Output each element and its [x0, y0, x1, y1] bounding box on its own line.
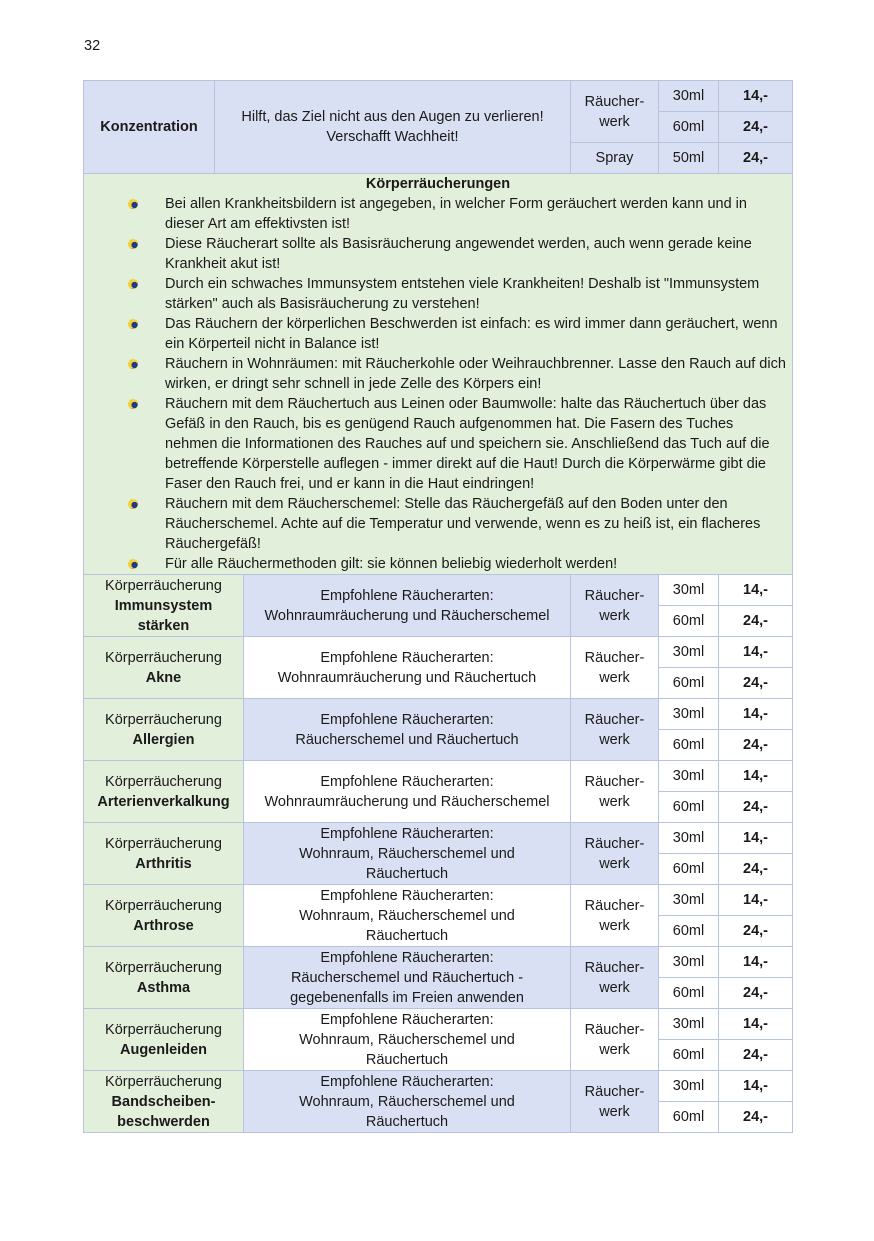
recommendation-text: Wohnraum, Räucherschemel und	[299, 1031, 515, 1048]
product-row	[84, 637, 793, 668]
recommendation-cell	[244, 885, 571, 947]
yin-yang-bullet-icon	[128, 399, 138, 409]
recommendation-text: Räuchertuch	[365, 1051, 449, 1068]
size-cell: 30ml	[659, 699, 719, 730]
type-line: Räucher-	[584, 1083, 645, 1100]
size-cell: 30ml	[659, 823, 719, 854]
price-cell: 24,-	[719, 854, 793, 885]
page-number: 32	[84, 38, 101, 54]
type-line: werk	[599, 607, 630, 624]
recommendation-label: Empfohlene Räucherarten:	[320, 649, 494, 666]
type-line: werk	[599, 793, 630, 810]
price-cell: 24,-	[719, 978, 793, 1009]
product-row	[84, 1071, 793, 1102]
recommendation-text: Räucherschemel und Räuchertuch -	[290, 969, 524, 986]
info-item	[88, 394, 788, 494]
recommendation-cell	[244, 823, 571, 885]
type-cell	[571, 575, 659, 637]
price-cell: 14,-	[719, 1071, 793, 1102]
product-name: stärken	[137, 617, 190, 634]
info-item-text: Räuchern mit dem Räuchertuch aus Leinen oder Baumwolle: halte das Räuchertuch über das Gefäß in den Rauch, bis es genügend Rauch aufgenommen hat. Die Fasern des Tuches nehmen die Informationen des Rauches auf und speichern sie. Anschließend das Tuch auf die betreffende Körperstelle auflegen - immer direkt auf die Haut! Durch die Körperwärme gibt die Faser den Rauch frei, und er kann in die Haut eindringen!	[165, 396, 770, 492]
recommendation-text: gegebenenfalls im Freien anwenden	[290, 989, 524, 1006]
product-prefix: Körperräucherung	[105, 711, 222, 728]
size-cell: 60ml	[659, 792, 719, 823]
product-name: Immunsystem	[114, 597, 213, 614]
type-line: Räucher-	[584, 93, 645, 110]
product-row	[84, 1009, 793, 1040]
type-line: werk	[599, 1041, 630, 1058]
info-item-text: Für alle Räuchermethoden gilt: sie können beliebig wiederholt werden!	[165, 556, 618, 572]
info-item-text: Durch ein schwaches Immunsystem entstehen viele Krankheiten! Deshalb ist "Immunsystem stärken" auch als Basisräucherung zu verstehen!	[165, 276, 760, 312]
product-name-cell	[84, 575, 244, 637]
yin-yang-bullet-icon	[128, 499, 138, 509]
info-section	[84, 174, 793, 575]
recommendation-text: Wohnraum, Räucherschemel und	[299, 1093, 515, 1110]
size-cell: 30ml	[659, 947, 719, 978]
product-row	[84, 575, 793, 606]
size-cell: 60ml	[659, 112, 719, 143]
product-name: beschwerden	[117, 1113, 210, 1130]
recommendation-text: Wohnraum, Räucherschemel und	[299, 907, 515, 924]
yin-yang-bullet-icon	[128, 279, 138, 289]
product-name-cell	[84, 885, 244, 947]
size-cell: 30ml	[659, 885, 719, 916]
price-cell: 24,-	[719, 1102, 793, 1133]
price-cell: 24,-	[719, 730, 793, 761]
konzentration-name: Konzentration	[84, 81, 215, 174]
type-cell	[571, 823, 659, 885]
price-cell: 14,-	[719, 575, 793, 606]
recommendation-text: Wohnraumräucherung und Räucherschemel	[264, 793, 550, 810]
recommendation-label: Empfohlene Räucherarten:	[320, 711, 494, 728]
type-cell	[571, 637, 659, 699]
yin-yang-bullet-icon	[128, 359, 138, 369]
product-name: Arterienverkalkung	[97, 793, 230, 810]
product-name-cell	[84, 1009, 244, 1071]
recommendation-text: Wohnraumräucherung und Räuchertuch	[277, 669, 537, 686]
price-cell: 14,-	[719, 699, 793, 730]
product-name-cell	[84, 699, 244, 761]
recommendation-cell	[244, 947, 571, 1009]
type-line: Räucher-	[584, 959, 645, 976]
size-cell: 60ml	[659, 668, 719, 699]
size-cell: 60ml	[659, 854, 719, 885]
recommendation-cell	[244, 761, 571, 823]
price-cell: 24,-	[719, 916, 793, 947]
type-line: Räucher-	[584, 835, 645, 852]
recommendation-label: Empfohlene Räucherarten:	[320, 887, 494, 904]
product-row	[84, 761, 793, 792]
size-cell: 30ml	[659, 81, 719, 112]
size-cell: 60ml	[659, 606, 719, 637]
size-cell: 30ml	[659, 575, 719, 606]
type-cell	[571, 947, 659, 1009]
recommendation-text: Räuchertuch	[365, 1113, 449, 1130]
konzentration-desc-line: Hilft, das Ziel nicht aus den Augen zu verlieren!	[241, 109, 544, 125]
info-item	[88, 494, 788, 554]
product-name: Augenleiden	[119, 1041, 207, 1058]
yin-yang-bullet-icon	[128, 319, 138, 329]
type-line: Räucher-	[584, 897, 645, 914]
product-row	[84, 699, 793, 730]
type-line: Räucher-	[584, 773, 645, 790]
recommendation-cell	[244, 1009, 571, 1071]
info-item	[88, 234, 788, 274]
price-cell: 14,-	[719, 761, 793, 792]
product-name: Asthma	[136, 979, 191, 996]
info-item	[88, 354, 788, 394]
konzentration-desc-line: Verschafft Wachheit!	[326, 129, 459, 145]
product-row	[84, 947, 793, 978]
product-prefix: Körperräucherung	[105, 577, 222, 594]
recommendation-label: Empfohlene Räucherarten:	[320, 773, 494, 790]
recommendation-text: Räuchertuch	[365, 865, 449, 882]
size-cell: 60ml	[659, 916, 719, 947]
recommendation-label: Empfohlene Räucherarten:	[320, 587, 494, 604]
info-item-text: Diese Räucherart sollte als Basisräucherung angewendet werden, auch wenn gerade keine Krankheit akut ist!	[165, 236, 752, 272]
product-name-cell	[84, 761, 244, 823]
info-item	[88, 194, 788, 234]
product-name-cell	[84, 947, 244, 1009]
yin-yang-bullet-icon	[128, 199, 138, 209]
type-line: Räucher-	[584, 649, 645, 666]
product-prefix: Körperräucherung	[105, 773, 222, 790]
price-cell: 14,-	[719, 1009, 793, 1040]
info-item	[88, 274, 788, 314]
info-item	[88, 314, 788, 354]
product-table	[83, 80, 793, 1133]
size-cell: 60ml	[659, 730, 719, 761]
product-name: Akne	[145, 669, 182, 686]
info-item-text: Räuchern in Wohnräumen: mit Räucherkohle oder Weihrauchbrenner. Lasse den Rauch auf dich wirken, er dringt sehr schnell in jede Zelle des Körpers ein!	[165, 356, 786, 392]
size-cell: 30ml	[659, 761, 719, 792]
type-cell	[571, 699, 659, 761]
size-cell: 30ml	[659, 1009, 719, 1040]
type-line: werk	[599, 731, 630, 748]
recommendation-label: Empfohlene Räucherarten:	[320, 825, 494, 842]
product-row	[84, 885, 793, 916]
product-prefix: Körperräucherung	[105, 1073, 222, 1090]
price-cell: 24,-	[719, 143, 793, 174]
price-cell: 14,-	[719, 81, 793, 112]
type-line: werk	[599, 979, 630, 996]
yin-yang-bullet-icon	[128, 239, 138, 249]
type-line: werk	[599, 113, 630, 130]
type-line: werk	[599, 1103, 630, 1120]
info-item-text: Bei allen Krankheitsbildern ist angegeben, in welcher Form geräuchert werden kann und in dieser Art am effektivsten ist!	[165, 196, 747, 232]
size-cell: 60ml	[659, 978, 719, 1009]
info-item-text: Räuchern mit dem Räucherschemel: Stelle das Räuchergefäß auf den Boden unter den Räucherschemel. Achte auf die Temperatur und verwende, wenn es zu heiß ist, ein flacheres Räuchergefäß!	[165, 496, 761, 552]
recommendation-text: Wohnraum, Räucherschemel und	[299, 845, 515, 862]
product-prefix: Körperräucherung	[105, 897, 222, 914]
product-name: Bandscheiben-	[111, 1093, 216, 1110]
recommendation-text: Wohnraumräucherung und Räucherschemel	[264, 607, 550, 624]
product-name-cell	[84, 637, 244, 699]
recommendation-label: Empfohlene Räucherarten:	[320, 949, 494, 966]
product-name: Allergien	[132, 731, 195, 748]
info-title: Körperräucherungen	[365, 176, 511, 192]
price-cell: 14,-	[719, 823, 793, 854]
product-prefix: Körperräucherung	[105, 959, 222, 976]
recommendation-text: Räuchertuch	[365, 927, 449, 944]
size-cell: 30ml	[659, 637, 719, 668]
size-cell: 60ml	[659, 1040, 719, 1071]
info-item-text: Das Räuchern der körperlichen Beschwerden ist einfach: es wird immer dann geräuchert, wenn ein Körperteil nicht in Balance ist!	[165, 316, 778, 352]
recommendation-label: Empfohlene Räucherarten:	[320, 1011, 494, 1028]
price-cell: 14,-	[719, 947, 793, 978]
recommendation-cell	[244, 1071, 571, 1133]
recommendation-cell	[244, 575, 571, 637]
konzentration-description	[215, 81, 571, 174]
type-cell	[571, 885, 659, 947]
yin-yang-bullet-icon	[128, 559, 138, 569]
type-line: Räucher-	[584, 587, 645, 604]
type-cell	[571, 1009, 659, 1071]
product-prefix: Körperräucherung	[105, 649, 222, 666]
info-list	[88, 194, 788, 574]
price-cell: 24,-	[719, 1040, 793, 1071]
price-cell: 14,-	[719, 637, 793, 668]
size-cell: 30ml	[659, 1071, 719, 1102]
price-cell: 24,-	[719, 112, 793, 143]
price-cell: 24,-	[719, 668, 793, 699]
size-cell: 50ml	[659, 143, 719, 174]
price-cell: 24,-	[719, 792, 793, 823]
type-line: werk	[599, 669, 630, 686]
price-cell: 24,-	[719, 606, 793, 637]
product-name: Arthritis	[135, 855, 192, 872]
product-prefix: Körperräucherung	[105, 1021, 222, 1038]
product-prefix: Körperräucherung	[105, 835, 222, 852]
type-line: werk	[599, 855, 630, 872]
spray-type: Spray	[571, 143, 659, 174]
type-cell	[571, 761, 659, 823]
type-cell	[571, 1071, 659, 1133]
recommendation-text: Räucherschemel und Räuchertuch	[295, 731, 519, 748]
size-cell: 60ml	[659, 1102, 719, 1133]
recommendation-cell	[244, 637, 571, 699]
recommendation-cell	[244, 699, 571, 761]
price-cell: 14,-	[719, 885, 793, 916]
product-name-cell	[84, 1071, 244, 1133]
info-item	[88, 554, 788, 574]
product-row	[84, 823, 793, 854]
product-name: Arthrose	[133, 917, 194, 934]
recommendation-label: Empfohlene Räucherarten:	[320, 1073, 494, 1090]
konzentration-type	[571, 81, 659, 143]
type-line: Räucher-	[584, 1021, 645, 1038]
type-line: Räucher-	[584, 711, 645, 728]
type-line: werk	[599, 917, 630, 934]
product-name-cell	[84, 823, 244, 885]
